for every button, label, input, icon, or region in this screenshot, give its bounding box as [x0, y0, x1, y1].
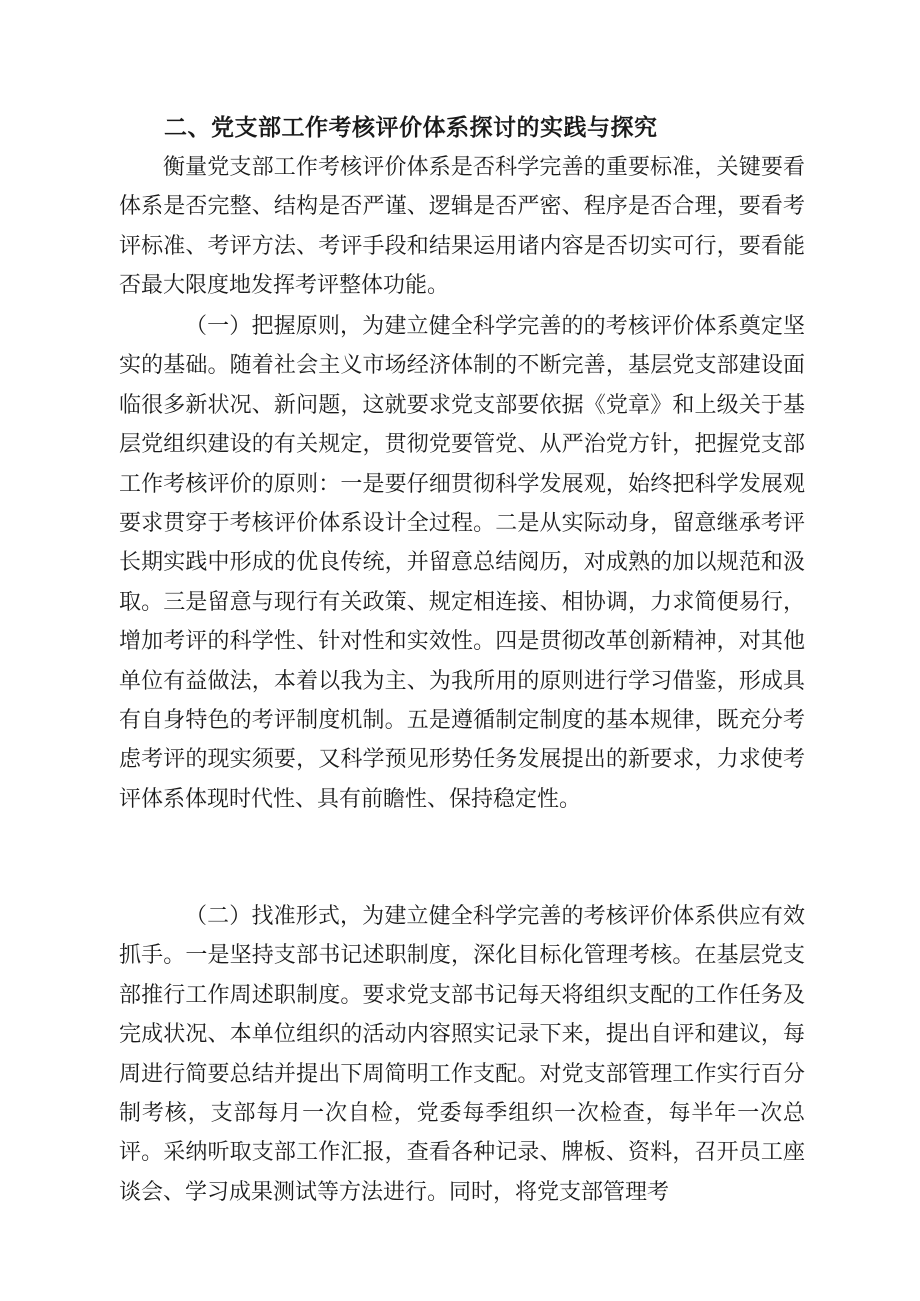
paragraph-principles: （一）把握原则，为建立健全科学完善的的考核评价体系奠定坚实的基础。随着社会主义市场经济体制的不断完善，基层党支部建设面临很多新状况、新问题，这就要求党支部要依据《党章》和上级关于基层党组织建设的有关规定，贯彻党要管党、从严治党方针，把握党支部工作考核评价的原则：一是要仔细贯彻科学发展观，始终把科学发展观要求贯穿于考核评价体系设计全过程。二是从实际动身，留意继承考评长期实践中形成的优良传统，并留意总结阅历，对成熟的加以规范和汲取。三是留意与现行有关政策、规定相连接、相协调，力求简便易行，增加考评的科学性、针对性和实效性。四是贯彻改革创新精神，对其他单位有益做法，本着以我为主、为我所用的原则进行学习借鉴，形成具有自身特色的考评制度机制。五是遵循制定制度的基本规律，既充分考虑考评的现实须要，又科学预见形势任务发展提出的新要求，力求使考评体系体现时代性、具有前瞻性、保持稳定性。: [119, 314, 805, 812]
paragraph-intro: 衡量党支部工作考核评价体系是否科学完善的重要标准，关键要看体系是否完整、结构是否严谨、逻辑是否严密、程序是否合理，要看考评标准、考评方法、考评手段和结果运用诸内容是否切实可行，要看能否最大限度地发挥考评整体功能。: [119, 155, 805, 299]
section-heading: 二、党支部工作考核评价体系探讨的实践与探究: [164, 115, 658, 141]
paragraph-forms: （二）找准形式，为建立健全科学完善的考核评价体系供应有效抓手。一是坚持支部书记述职制度，深化目标化管理考核。在基层党支部推行工作周述职制度。要求党支部书记每天将组织支配的工作任务及完成状况、本单位组织的活动内容照实记录下来，提出自评和建议，每周进行简要总结并提出下周简明工作支配。对党支部管理工作实行百分制考核，支部每月一次自检，党委每季组织一次检查，每半年一次总评。采纳听取支部工作汇报，查看各种记录、牌板、资料，召开员工座谈会、学习成果测试等方法进行。同时，将党支部管理考: [119, 904, 805, 1205]
